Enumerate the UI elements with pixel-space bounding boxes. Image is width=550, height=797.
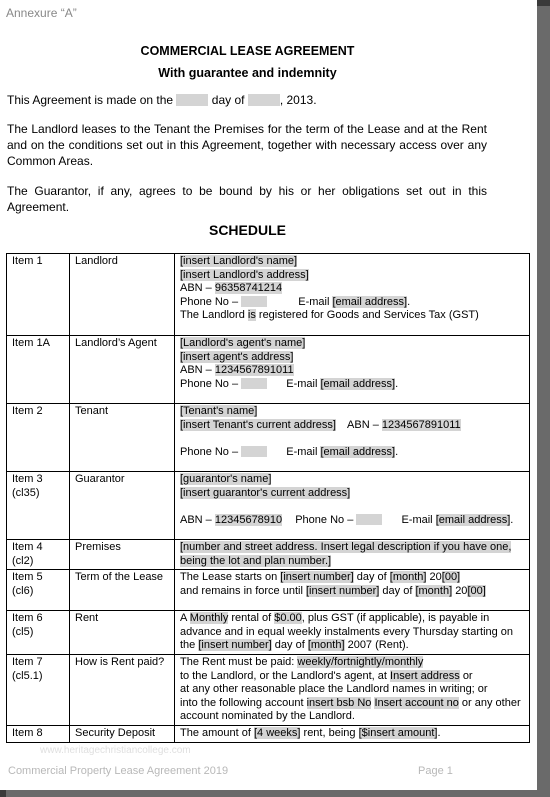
rent-start-day-field[interactable]: [insert number]: [198, 639, 272, 652]
item-details: [insert Landlord's name] [insert Landlord's address] ABN – 96358741214 Phone No – E-mail [email address]. The Landlord is registered for Goods and Services Tax (GST): [175, 254, 530, 336]
premises-field[interactable]: [number and street address. Insert legal description if you have one, being the lot and plan number.]: [180, 541, 512, 567]
table-row: [7, 611, 530, 655]
item-number: Item 3 (cl35): [7, 472, 70, 540]
term-end-month-field[interactable]: [month]: [415, 584, 453, 597]
account-number-field[interactable]: Insert account no: [374, 696, 459, 709]
footer-title: Commercial Property Lease Agreement 2019: [8, 765, 229, 777]
gst-is-field[interactable]: is: [247, 309, 256, 322]
table-row: [7, 540, 530, 570]
landlord-abn-field[interactable]: 96358741214: [214, 282, 283, 295]
schedule-heading: SCHEDULE: [208, 222, 286, 238]
guarantor-address-field[interactable]: [insert guarantor's current address]: [180, 486, 351, 499]
landlord-address-field[interactable]: [insert Landlord's address]: [180, 268, 309, 281]
month-blank[interactable]: [248, 94, 280, 106]
guarantor-email-field[interactable]: [email address]: [435, 513, 511, 526]
agent-name-field[interactable]: [Landlord's agent's name]: [180, 337, 306, 349]
item-number: Item 1A: [7, 336, 70, 404]
guarantor-name-field[interactable]: [guarantor's name]: [180, 473, 272, 485]
guarantor-abn-field[interactable]: 12345678910: [214, 513, 283, 526]
term-start-month-field[interactable]: [month]: [389, 571, 427, 584]
table-row: [7, 472, 530, 540]
item-number: Item 5 (cl6): [7, 570, 70, 611]
term-start-year-field[interactable]: [00]: [441, 571, 461, 584]
item-label: Landlord’s Agent: [70, 336, 175, 404]
item-label: Term of the Lease: [70, 570, 175, 611]
guarantor-paragraph: The Guarantor, if any, agrees to be bound by his or her obligations set out in this Agreement.: [7, 184, 487, 214]
annexure-label: Annexure “A”: [6, 6, 77, 20]
item-details: The Rent must be paid: weekly/fortnightly/monthly to the Landlord, or the Landlord's agent, at Insert address or at any other reasonable place the Landlord names in writing; or into the following account insert bsb No Insert account no or any other account nominated by the Landlord.: [175, 654, 530, 725]
rent-amount-field[interactable]: $0.00: [274, 612, 302, 625]
bsb-field[interactable]: insert bsb No: [306, 696, 372, 709]
term-end-day-field[interactable]: [insert number]: [305, 584, 380, 597]
tenant-name-field[interactable]: [Tenant's name]: [180, 405, 258, 417]
item-number: Item 2: [7, 404, 70, 472]
term-start-day-field[interactable]: [insert number]: [280, 571, 354, 584]
rent-start-month-field[interactable]: [month]: [307, 639, 345, 652]
item-number: Item 6 (cl5): [7, 611, 70, 655]
page-shadow-right: [537, 6, 550, 797]
item-details: [Landlord's agent's name] [insert agent's address] ABN – 1234567891011 Phone No – E-mail [email address].: [175, 336, 530, 404]
item-details: [guarantor's name] [insert guarantor's current address] ABN – 12345678910 Phone No – E-mail [email address].: [175, 472, 530, 540]
landlord-email-field[interactable]: [email address]: [332, 295, 408, 308]
table-row: [7, 725, 530, 742]
item-label: Rent: [70, 611, 175, 655]
landlord-name-field[interactable]: [insert Landlord's name]: [180, 255, 298, 267]
payment-frequency-field[interactable]: weekly/fortnightly/monthly: [297, 655, 424, 668]
tenant-phone-field[interactable]: [241, 446, 267, 457]
agent-phone-field[interactable]: [241, 378, 267, 389]
intro-paragraph: This Agreement is made on the day of , 2013.: [7, 93, 317, 107]
item-number: Item 8: [7, 725, 70, 742]
item-label: Landlord: [70, 254, 175, 336]
item-label: Tenant: [70, 404, 175, 472]
item-details: A Monthly rental of $0.00, plus GST (if applicable), is payable in advance and in equal weekly instalments every Thursday starting on the [insert number] day of [month] 2007 (Rent).: [175, 611, 530, 655]
page-shadow-bottom: [6, 790, 550, 797]
date-blank[interactable]: [176, 94, 208, 106]
item-number: Item 1: [7, 254, 70, 336]
payment-address-field[interactable]: Insert address: [390, 669, 460, 682]
document-title: COMMERCIAL LEASE AGREEMENT: [140, 44, 355, 58]
table-row: [7, 336, 530, 404]
item-details: The Lease starts on [insert number] day of [month] 20[00] and remains in force until [insert number] day of [month] 20[00]: [175, 570, 530, 611]
item-details: The amount of [4 weeks] rent, being [$insert amount].: [175, 725, 530, 742]
tenant-email-field[interactable]: [email address]: [320, 445, 396, 458]
guarantor-phone-field[interactable]: [356, 514, 382, 525]
deposit-amount-field[interactable]: [$insert amount]: [358, 726, 438, 739]
agent-email-field[interactable]: [email address]: [320, 377, 396, 390]
schedule-table: [6, 253, 530, 743]
item-label: Guarantor: [70, 472, 175, 540]
tenant-abn-field[interactable]: 1234567891011: [381, 418, 461, 431]
table-row: [7, 570, 530, 611]
item-label: Premises: [70, 540, 175, 570]
page-number: Page 1: [418, 765, 453, 777]
item-label: How is Rent paid?: [70, 654, 175, 725]
item-details: [Tenant's name] [insert Tenant's current address] ABN – 1234567891011 Phone No – E-mail [email address].: [175, 404, 530, 472]
lease-paragraph: The Landlord leases to the Tenant the Premises for the term of the Lease and at the Rent and on the conditions set out in this Agreement, together with necessary access over any Common Areas.: [7, 122, 487, 168]
agent-abn-field[interactable]: 1234567891011: [214, 364, 294, 377]
table-row: [7, 654, 530, 725]
item-label: Security Deposit: [70, 725, 175, 742]
landlord-phone-field[interactable]: [241, 296, 267, 307]
deposit-weeks-field[interactable]: [4 weeks]: [254, 726, 301, 739]
item-number: Item 4 (cl2): [7, 540, 70, 570]
item-number: Item 7 (cl5.1): [7, 654, 70, 725]
rent-frequency-field[interactable]: Monthly: [189, 612, 229, 625]
agent-address-field[interactable]: [insert agent's address]: [180, 350, 294, 363]
document-subtitle: With guarantee and indemnity: [158, 66, 337, 80]
term-end-year-field[interactable]: [00]: [467, 584, 486, 597]
tenant-address-field[interactable]: [insert Tenant's current address]: [180, 418, 336, 431]
table-row: [7, 254, 530, 336]
item-details: [175, 540, 530, 570]
watermark: www.heritagechristiancollege.com: [40, 745, 191, 756]
table-row: [7, 404, 530, 472]
